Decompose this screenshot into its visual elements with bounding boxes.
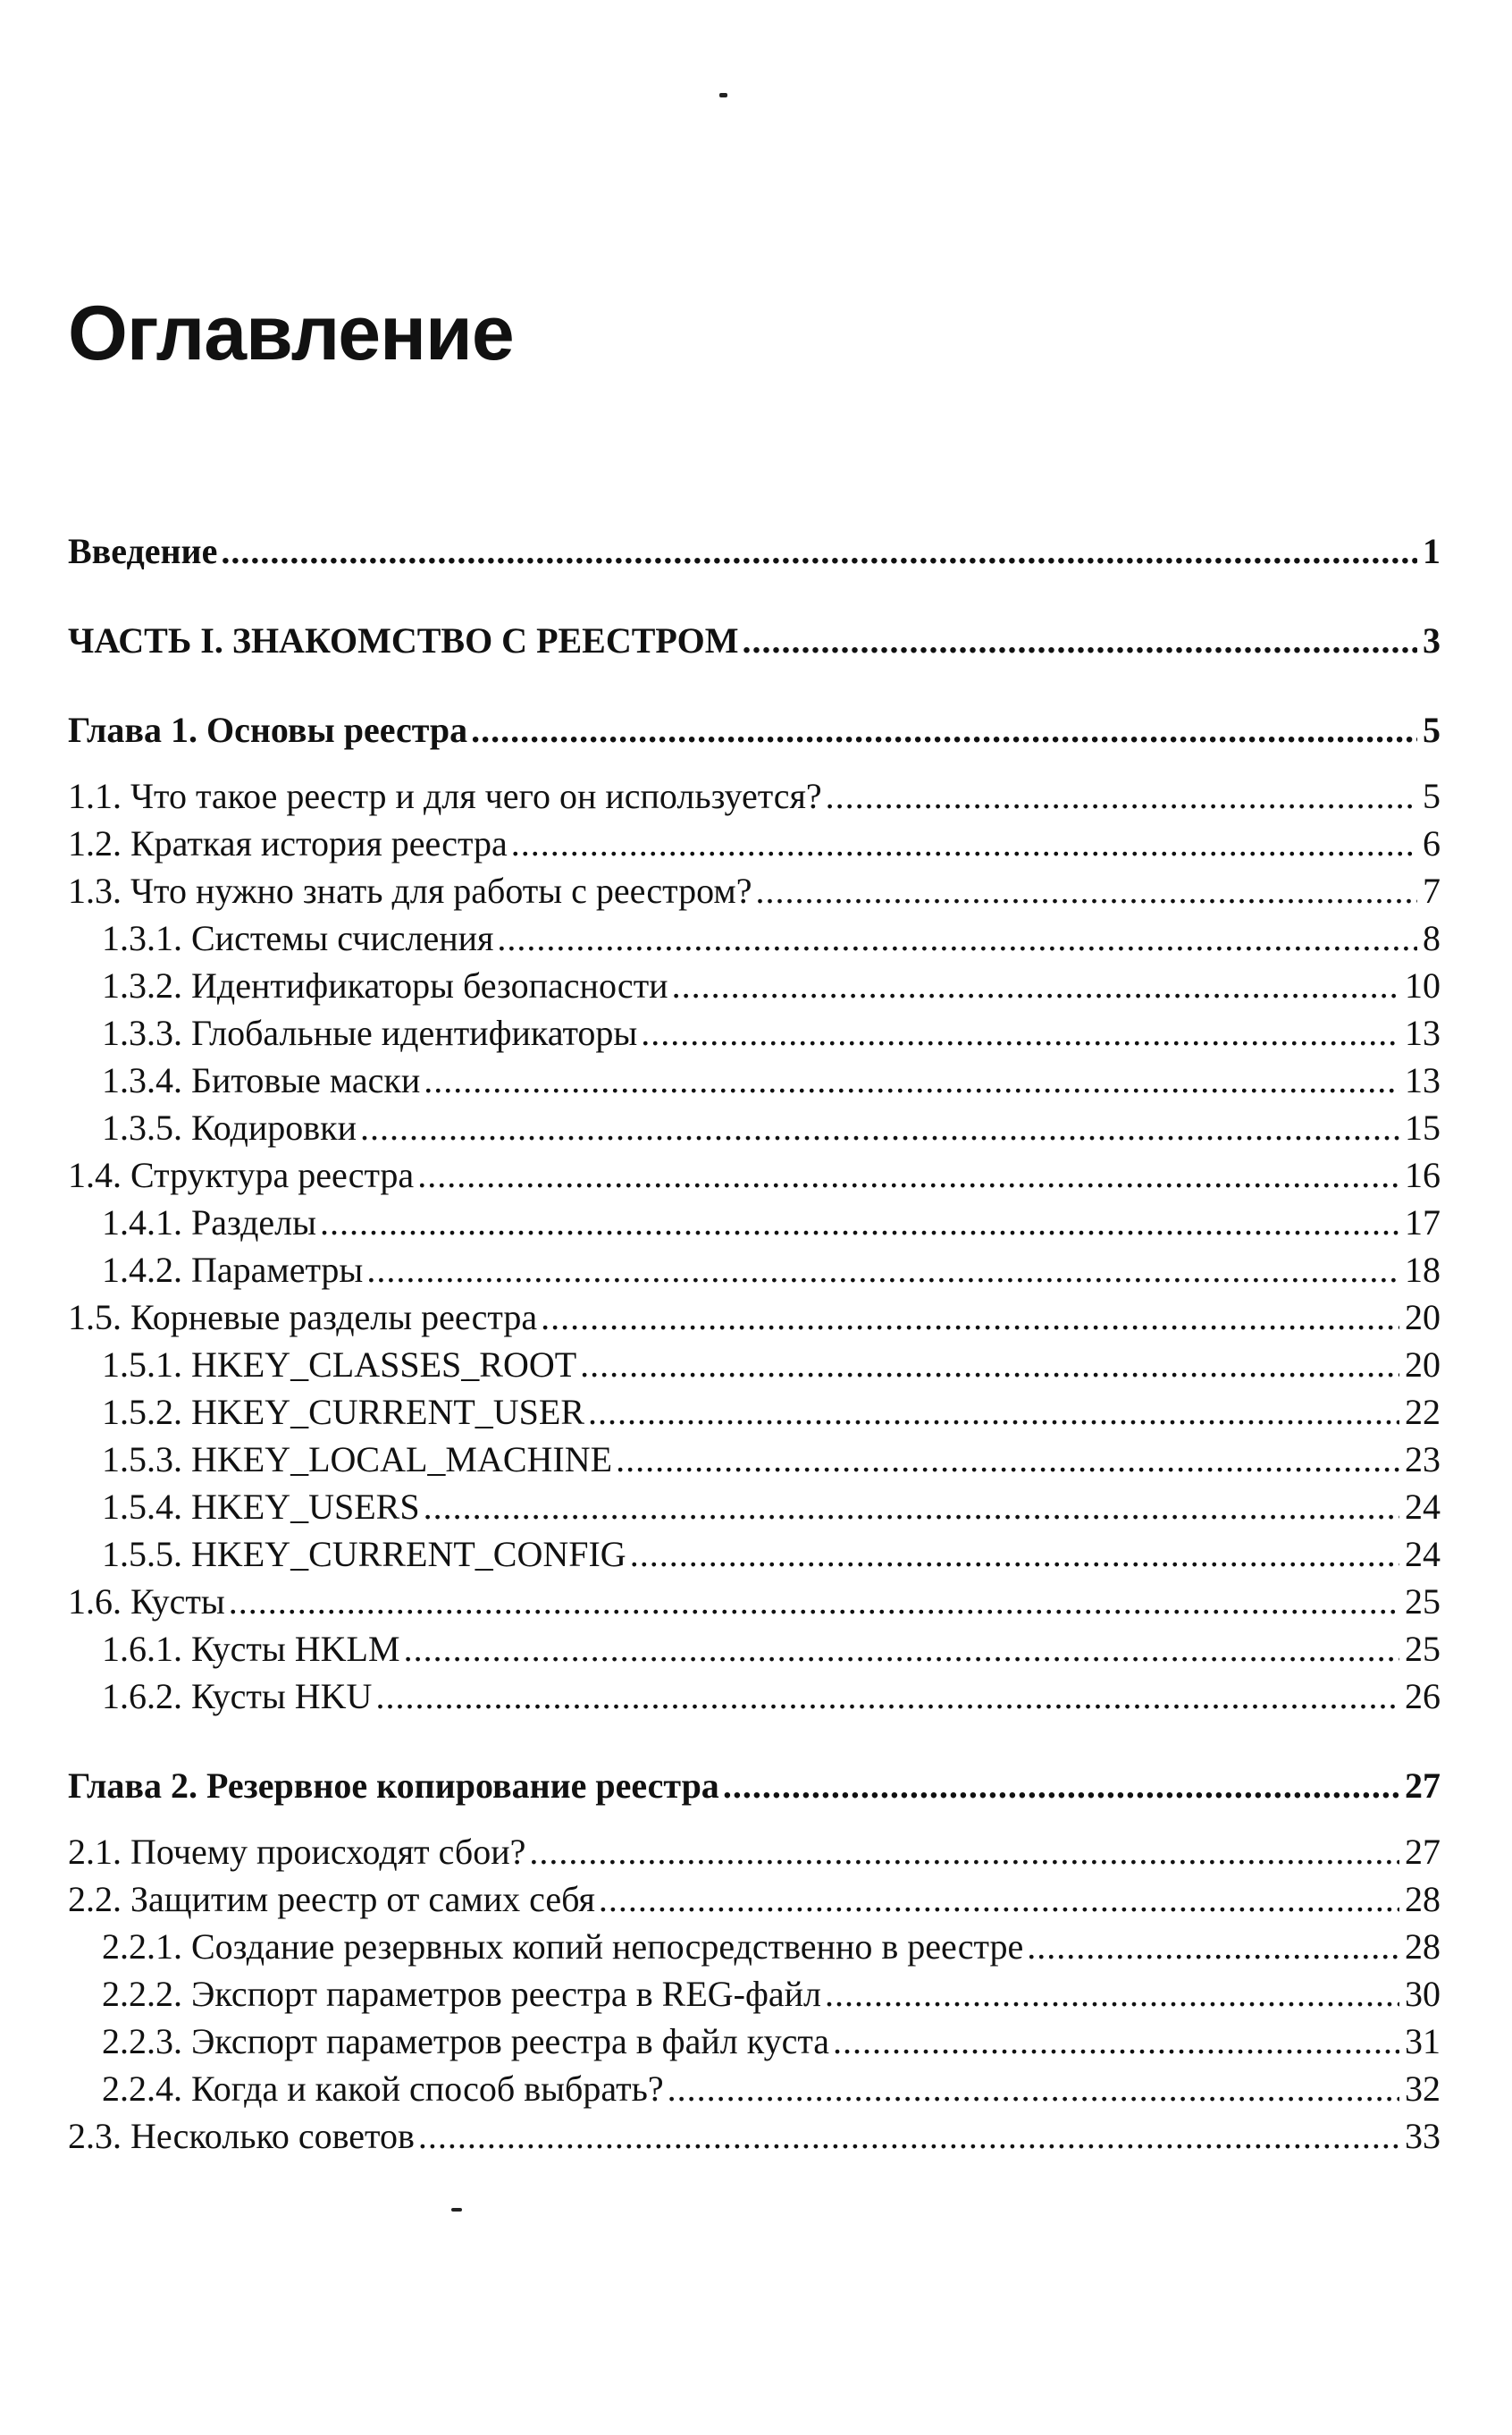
toc-entry-page: 24 — [1405, 1487, 1441, 1527]
toc-entry[interactable] — [68, 1436, 1441, 1483]
toc-entry-title: 1.5.5. HKEY_CURRENT_CONFIG — [102, 1534, 626, 1574]
toc-entry-page: 28 — [1405, 1879, 1441, 1919]
toc-entry-title: Глава 2. Резервное копирование реестра — [68, 1765, 719, 1806]
scan-speck — [451, 2208, 462, 2212]
toc-entry-page: 18 — [1405, 1250, 1441, 1290]
toc-entry[interactable] — [68, 1875, 1441, 1923]
toc-dot-leader — [511, 820, 1417, 867]
toc-entry[interactable] — [68, 2065, 1441, 2112]
toc-dot-leader — [1027, 1923, 1399, 1970]
toc-entry-page: 3 — [1423, 620, 1441, 661]
toc-dot-leader — [375, 1672, 1399, 1720]
toc-entry-page: 27 — [1405, 1765, 1441, 1806]
toc-entry[interactable] — [68, 820, 1441, 867]
toc-entry[interactable] — [68, 1057, 1441, 1104]
toc-dot-leader — [418, 2112, 1399, 2160]
toc-entry[interactable] — [68, 1828, 1441, 1875]
toc-entry[interactable] — [68, 867, 1441, 914]
toc-entry-page: 7 — [1423, 871, 1441, 911]
toc-dot-leader — [616, 1436, 1399, 1483]
toc-entry[interactable] — [68, 1530, 1441, 1578]
toc-entry-title: 1.3.1. Системы счисления — [102, 918, 494, 958]
table-of-contents — [68, 527, 1441, 2160]
toc-entry-title: ЧАСТЬ I. ЗНАКОМСТВО С РЕЕСТРОМ — [68, 620, 739, 661]
toc-entry-page: 28 — [1405, 1926, 1441, 1967]
toc-entry-page: 16 — [1405, 1155, 1441, 1195]
toc-entry-title: 2.1. Почему происходят сбои? — [68, 1832, 526, 1872]
toc-dot-leader — [755, 867, 1417, 914]
toc-entry-page: 8 — [1423, 918, 1441, 958]
toc-entry[interactable] — [68, 1341, 1441, 1388]
toc-entry-page: 31 — [1405, 2021, 1441, 2061]
toc-entry[interactable] — [68, 914, 1441, 962]
toc-entry-title: 1.3.4. Битовые маски — [102, 1060, 421, 1100]
toc-entry-title: 1.2. Краткая история реестра — [68, 823, 508, 864]
toc-entry-title: 1.3.2. Идентификаторы безопасности — [102, 965, 668, 1006]
toc-entry-page: 17 — [1405, 1202, 1441, 1243]
toc-entry-title: 1.6. Кусты — [68, 1581, 225, 1622]
toc-dot-leader — [424, 1057, 1399, 1104]
toc-entry-title: 1.5. Корневые разделы реестра — [68, 1297, 538, 1337]
toc-entry[interactable] — [68, 617, 1441, 664]
toc-entry-page: 26 — [1405, 1676, 1441, 1716]
toc-dot-leader — [672, 962, 1399, 1009]
toc-dot-leader — [833, 2018, 1399, 2065]
toc-dot-leader — [417, 1151, 1399, 1199]
toc-entry[interactable] — [68, 1151, 1441, 1199]
toc-entry-page: 13 — [1405, 1013, 1441, 1053]
toc-spacer — [68, 1809, 1441, 1828]
toc-entry-title: 1.4.2. Параметры — [102, 1250, 364, 1290]
toc-dot-leader — [825, 1970, 1399, 2018]
toc-dot-leader — [599, 1875, 1399, 1923]
toc-entry-title: 1.5.4. HKEY_USERS — [102, 1487, 420, 1527]
toc-entry[interactable] — [68, 1199, 1441, 1246]
toc-entry-page: 27 — [1405, 1832, 1441, 1872]
toc-entry[interactable] — [68, 962, 1441, 1009]
toc-entry-page: 20 — [1405, 1297, 1441, 1337]
toc-entry-page: 23 — [1405, 1439, 1441, 1479]
toc-spacer — [68, 1720, 1441, 1762]
toc-dot-leader — [641, 1009, 1399, 1057]
toc-entry[interactable] — [68, 1672, 1441, 1720]
toc-entry-page: 25 — [1405, 1581, 1441, 1622]
toc-entry-page: 25 — [1405, 1629, 1441, 1669]
toc-entry-page: 5 — [1423, 710, 1441, 750]
toc-dot-leader — [743, 617, 1418, 664]
toc-dot-leader — [320, 1199, 1399, 1246]
toc-spacer — [68, 664, 1441, 706]
toc-dot-leader — [826, 772, 1417, 820]
toc-dot-leader — [360, 1104, 1399, 1151]
toc-entry[interactable] — [68, 1970, 1441, 2018]
toc-entry-title: 1.5.3. HKEY_LOCAL_MACHINE — [102, 1439, 613, 1479]
toc-entry-title: 1.3. Что нужно знать для работы с реестром? — [68, 871, 752, 911]
toc-entry-title: 1.3.3. Глобальные идентификаторы — [102, 1013, 638, 1053]
toc-dot-leader — [497, 914, 1417, 962]
toc-entry[interactable] — [68, 1293, 1441, 1341]
toc-entry-title: 2.2.2. Экспорт параметров реестра в REG-файл — [102, 1974, 822, 2014]
toc-entry-title: 2.3. Несколько советов — [68, 2116, 415, 2156]
toc-entry-title: 1.4. Структура реестра — [68, 1155, 415, 1195]
toc-entry-page: 30 — [1405, 1974, 1441, 2014]
toc-entry-page: 1 — [1423, 531, 1441, 571]
toc-entry[interactable] — [68, 527, 1441, 575]
toc-dot-leader — [221, 527, 1417, 575]
toc-entry[interactable] — [68, 1104, 1441, 1151]
toc-entry-title: 2.2. Защитим реестр от самих себя — [68, 1879, 595, 1919]
toc-entry[interactable] — [68, 1388, 1441, 1436]
scan-speck — [719, 93, 727, 97]
toc-entry[interactable] — [68, 1246, 1441, 1293]
toc-entry-title: 1.6.1. Кусты HKLM — [102, 1629, 400, 1669]
toc-dot-leader — [471, 706, 1417, 754]
toc-entry-title: 1.3.5. Кодировки — [102, 1108, 357, 1148]
toc-entry-page: 15 — [1405, 1108, 1441, 1148]
toc-dot-leader — [366, 1246, 1399, 1293]
toc-entry[interactable] — [68, 2018, 1441, 2065]
toc-entry-title: 1.6.2. Кусты HKU — [102, 1676, 373, 1716]
toc-entry-title: 2.2.4. Когда и какой способ выбрать? — [102, 2068, 664, 2109]
toc-dot-leader — [588, 1388, 1399, 1436]
toc-dot-leader — [668, 2065, 1399, 2112]
toc-dot-leader — [541, 1293, 1399, 1341]
toc-entry[interactable] — [68, 1923, 1441, 1970]
toc-entry[interactable] — [68, 772, 1441, 820]
toc-entry[interactable] — [68, 2112, 1441, 2160]
toc-spacer — [68, 575, 1441, 617]
toc-entry-page: 32 — [1405, 2068, 1441, 2109]
toc-entry-page: 10 — [1405, 965, 1441, 1006]
toc-entry-page: 33 — [1405, 2116, 1441, 2156]
toc-entry[interactable] — [68, 1009, 1441, 1057]
toc-entry-title: 1.5.2. HKEY_CURRENT_USER — [102, 1392, 585, 1432]
toc-dot-leader — [529, 1828, 1399, 1875]
toc-entry[interactable] — [68, 706, 1441, 754]
toc-entry-title: Глава 1. Основы реестра — [68, 710, 468, 750]
toc-entry-title: 1.1. Что такое реестр и для чего он используется? — [68, 776, 822, 816]
toc-entry-title: 2.2.3. Экспорт параметров реестра в файл куста — [102, 2021, 830, 2061]
toc-entry[interactable] — [68, 1578, 1441, 1625]
toc-entry-title: 1.5.1. HKEY_CLASSES_ROOT — [102, 1344, 577, 1385]
page-title: Оглавление — [68, 291, 514, 376]
toc-entry-page: 5 — [1423, 776, 1441, 816]
toc-entry-page: 24 — [1405, 1534, 1441, 1574]
toc-entry-page: 6 — [1423, 823, 1441, 864]
toc-entry-page: 13 — [1405, 1060, 1441, 1100]
toc-entry-page: 22 — [1405, 1392, 1441, 1432]
toc-dot-leader — [229, 1578, 1399, 1625]
toc-entry[interactable] — [68, 1483, 1441, 1530]
toc-dot-leader — [630, 1530, 1399, 1578]
toc-dot-leader — [580, 1341, 1399, 1388]
toc-dot-leader — [424, 1483, 1399, 1530]
toc-entry-title: Введение — [68, 531, 218, 571]
toc-entry[interactable] — [68, 1625, 1441, 1672]
toc-entry[interactable] — [68, 1762, 1441, 1809]
toc-entry-page: 20 — [1405, 1344, 1441, 1385]
toc-entry-title: 2.2.1. Создание резервных копий непосредственно в реестре — [102, 1926, 1024, 1967]
toc-dot-leader — [723, 1762, 1399, 1809]
toc-spacer — [68, 754, 1441, 772]
toc-entry-title: 1.4.1. Разделы — [102, 1202, 317, 1243]
toc-dot-leader — [404, 1625, 1399, 1672]
